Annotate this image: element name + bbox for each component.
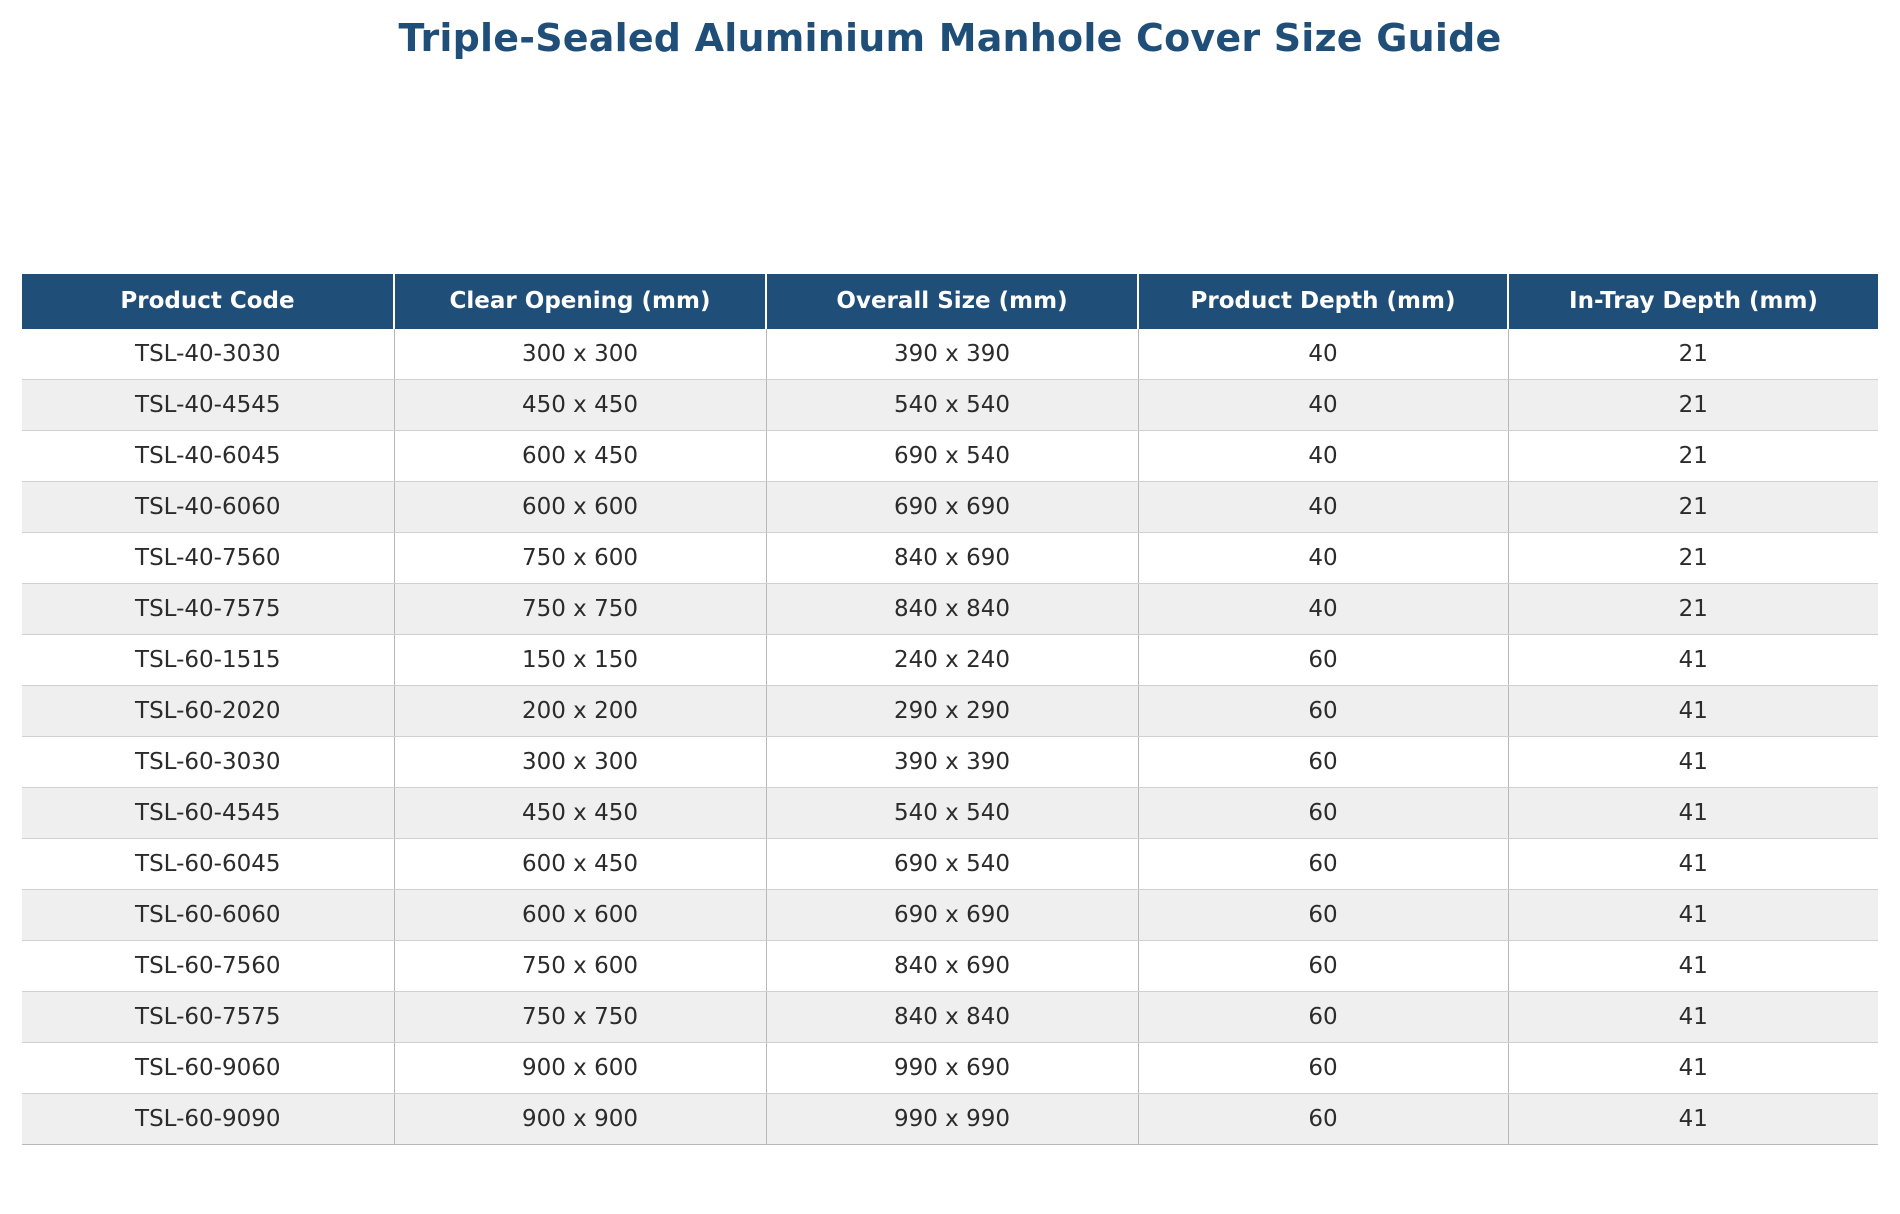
table-row (22, 584, 1878, 635)
table-row (22, 635, 1878, 686)
cell-in-tray-depth: 21 (1508, 482, 1878, 533)
cell-clear-opening: 150 x 150 (394, 635, 766, 686)
table-row (22, 533, 1878, 584)
cell-overall-size: 990 x 690 (766, 1043, 1138, 1094)
cell-in-tray-depth: 41 (1508, 1043, 1878, 1094)
cell-in-tray-depth: 21 (1508, 533, 1878, 584)
cell-overall-size: 290 x 290 (766, 686, 1138, 737)
table-row (22, 890, 1878, 941)
cell-product-code: TSL-60-9060 (22, 1043, 394, 1094)
cell-product-code: TSL-60-7575 (22, 992, 394, 1043)
table-row (22, 1043, 1878, 1094)
cell-clear-opening: 750 x 750 (394, 992, 766, 1043)
cell-in-tray-depth: 41 (1508, 839, 1878, 890)
cell-clear-opening: 750 x 750 (394, 584, 766, 635)
cell-product-code: TSL-60-1515 (22, 635, 394, 686)
table-row (22, 686, 1878, 737)
cell-in-tray-depth: 41 (1508, 992, 1878, 1043)
cell-overall-size: 540 x 540 (766, 380, 1138, 431)
cell-clear-opening: 600 x 600 (394, 890, 766, 941)
cell-in-tray-depth: 21 (1508, 380, 1878, 431)
table-row (22, 482, 1878, 533)
cell-overall-size: 840 x 840 (766, 992, 1138, 1043)
table-header-row (22, 274, 1878, 329)
cell-clear-opening: 750 x 600 (394, 533, 766, 584)
cell-product-depth: 40 (1138, 431, 1508, 482)
column-header-clear-opening: Clear Opening (mm) (394, 274, 766, 329)
cell-product-depth: 60 (1138, 839, 1508, 890)
cell-product-code: TSL-40-3030 (22, 329, 394, 380)
cell-clear-opening: 900 x 600 (394, 1043, 766, 1094)
cell-overall-size: 540 x 540 (766, 788, 1138, 839)
cell-overall-size: 840 x 690 (766, 533, 1138, 584)
cell-product-depth: 60 (1138, 788, 1508, 839)
cell-in-tray-depth: 41 (1508, 890, 1878, 941)
table-row (22, 431, 1878, 482)
table-header (22, 274, 1878, 329)
cell-overall-size: 240 x 240 (766, 635, 1138, 686)
cell-overall-size: 690 x 690 (766, 482, 1138, 533)
cell-product-depth: 40 (1138, 482, 1508, 533)
table-row (22, 992, 1878, 1043)
cell-product-depth: 60 (1138, 635, 1508, 686)
table-row (22, 839, 1878, 890)
cell-clear-opening: 600 x 600 (394, 482, 766, 533)
cell-clear-opening: 300 x 300 (394, 329, 766, 380)
cell-product-code: TSL-40-6060 (22, 482, 394, 533)
cell-product-code: TSL-60-7560 (22, 941, 394, 992)
cell-product-depth: 40 (1138, 533, 1508, 584)
cell-overall-size: 840 x 840 (766, 584, 1138, 635)
cell-product-depth: 60 (1138, 890, 1508, 941)
page-title: Triple-Sealed Aluminium Manhole Cover Size Guide (398, 16, 1502, 60)
cell-product-code: TSL-60-4545 (22, 788, 394, 839)
table-row (22, 941, 1878, 992)
table-row (22, 329, 1878, 380)
cell-in-tray-depth: 41 (1508, 788, 1878, 839)
cell-product-code: TSL-40-7575 (22, 584, 394, 635)
cell-product-depth: 60 (1138, 737, 1508, 788)
cell-product-code: TSL-60-2020 (22, 686, 394, 737)
column-header-product-depth: Product Depth (mm) (1138, 274, 1508, 329)
cell-clear-opening: 900 x 900 (394, 1094, 766, 1145)
cell-clear-opening: 750 x 600 (394, 941, 766, 992)
cell-product-code: TSL-60-6060 (22, 890, 394, 941)
cell-in-tray-depth: 41 (1508, 941, 1878, 992)
cell-overall-size: 840 x 690 (766, 941, 1138, 992)
cell-product-depth: 40 (1138, 329, 1508, 380)
cell-product-depth: 40 (1138, 380, 1508, 431)
cell-overall-size: 390 x 390 (766, 737, 1138, 788)
cell-clear-opening: 200 x 200 (394, 686, 766, 737)
column-header-in-tray-depth: In-Tray Depth (mm) (1508, 274, 1878, 329)
cell-clear-opening: 600 x 450 (394, 431, 766, 482)
cell-overall-size: 990 x 990 (766, 1094, 1138, 1145)
cell-in-tray-depth: 21 (1508, 584, 1878, 635)
table-row (22, 788, 1878, 839)
cell-product-depth: 60 (1138, 992, 1508, 1043)
table-row (22, 1094, 1878, 1145)
cell-clear-opening: 450 x 450 (394, 788, 766, 839)
cell-product-depth: 40 (1138, 584, 1508, 635)
column-header-overall-size: Overall Size (mm) (766, 274, 1138, 329)
cell-in-tray-depth: 41 (1508, 635, 1878, 686)
cell-clear-opening: 600 x 450 (394, 839, 766, 890)
cell-product-code: TSL-40-6045 (22, 431, 394, 482)
cell-product-code: TSL-40-4545 (22, 380, 394, 431)
cell-overall-size: 390 x 390 (766, 329, 1138, 380)
table-row (22, 380, 1878, 431)
cell-overall-size: 690 x 540 (766, 431, 1138, 482)
table-body (22, 329, 1878, 1145)
cell-in-tray-depth: 21 (1508, 431, 1878, 482)
cell-product-code: TSL-60-9090 (22, 1094, 394, 1145)
table-row (22, 737, 1878, 788)
cell-product-code: TSL-60-6045 (22, 839, 394, 890)
cell-clear-opening: 300 x 300 (394, 737, 766, 788)
cell-clear-opening: 450 x 450 (394, 380, 766, 431)
cell-product-code: TSL-60-3030 (22, 737, 394, 788)
cell-product-depth: 60 (1138, 1094, 1508, 1145)
cell-product-code: TSL-40-7560 (22, 533, 394, 584)
cell-in-tray-depth: 41 (1508, 737, 1878, 788)
column-header-product-code: Product Code (22, 274, 394, 329)
cell-overall-size: 690 x 690 (766, 890, 1138, 941)
cell-product-depth: 60 (1138, 686, 1508, 737)
cell-in-tray-depth: 21 (1508, 329, 1878, 380)
size-guide-table (22, 274, 1878, 1145)
cell-overall-size: 690 x 540 (766, 839, 1138, 890)
size-guide-table-container (22, 274, 1878, 1145)
cell-in-tray-depth: 41 (1508, 1094, 1878, 1145)
cell-in-tray-depth: 41 (1508, 686, 1878, 737)
cell-product-depth: 60 (1138, 941, 1508, 992)
cell-product-depth: 60 (1138, 1043, 1508, 1094)
